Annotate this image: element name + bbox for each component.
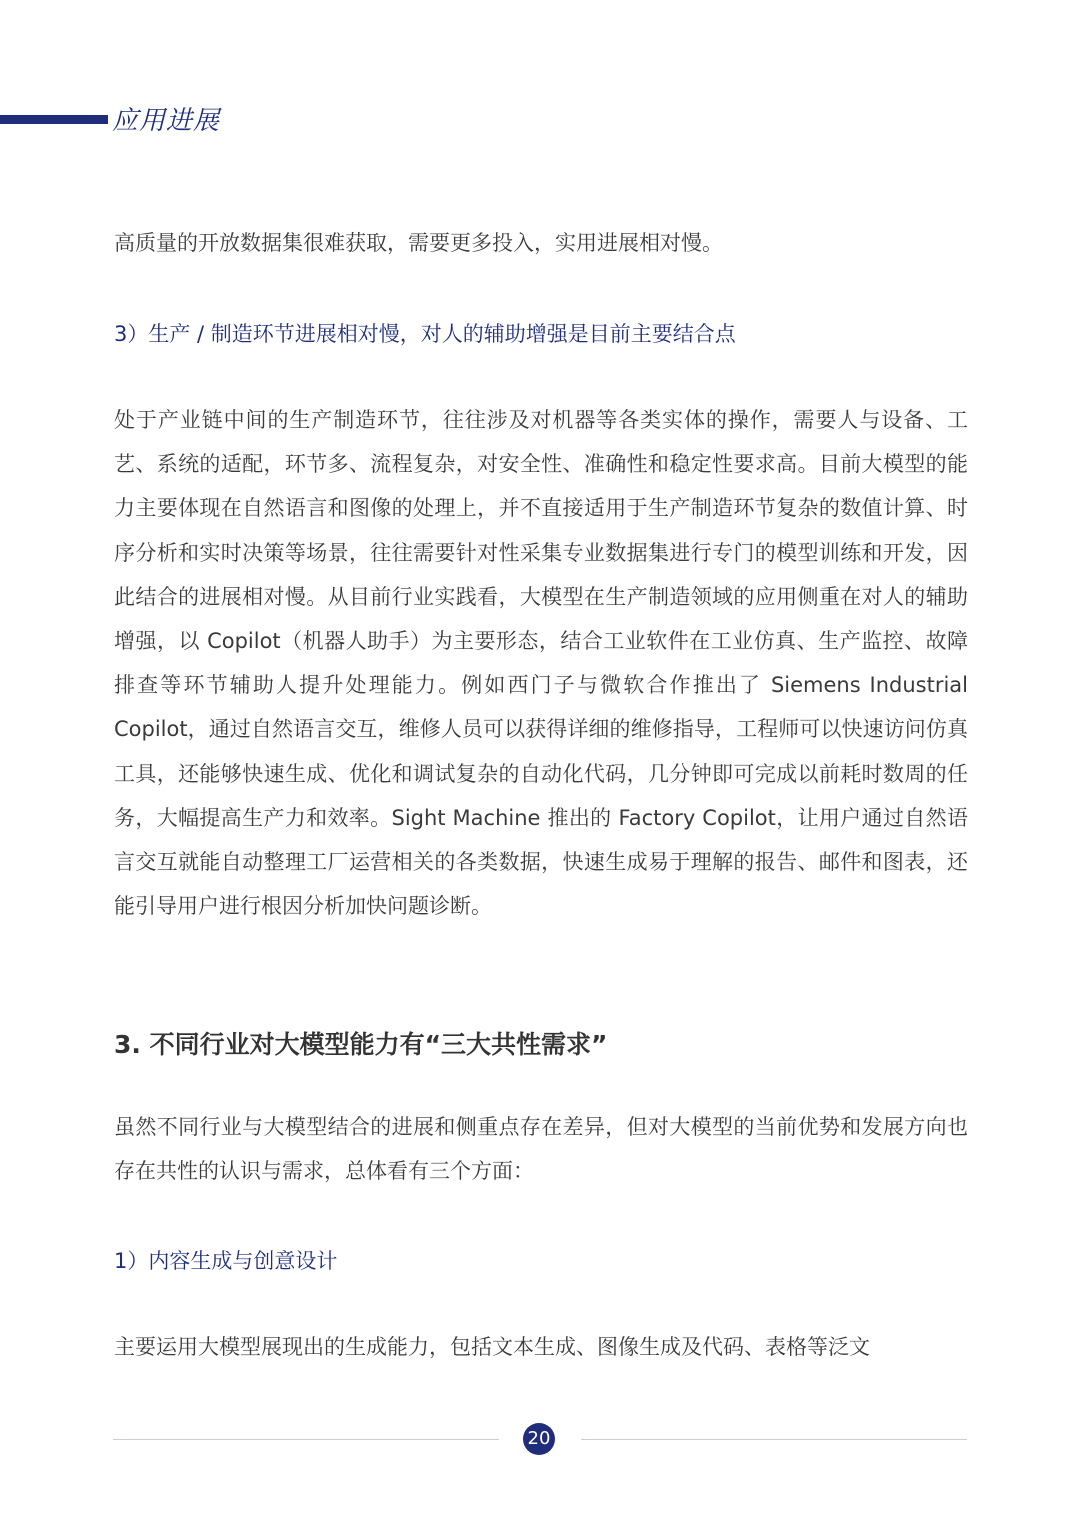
- section-heading-common-needs: 3. 不同行业对大模型能力有“三大共性需求”: [114, 1030, 608, 1059]
- manufacturing-paragraph: 处于产业链中间的生产制造环节，往往涉及对机器等各类实体的操作，需要人与设备、工艺、系统的适配，环节多、流程复杂，对安全性、准确性和稳定性要求高。目前大模型的能力主要体现在自然语言和图像的处理上，并不直接适用于生产制造环节复杂的数值计算、时序分析和实时决策等场景，往往需要针对性采集专业数据集进行专门的模型训练和开发，因此结合的进展相对慢。从目前行业实践看，大模型在生产制造领域的应用侧重在对人的辅助增强，以 Copilot（机器人助手）为主要形态，结合工业软件在工业仿真、生产监控、故障排查等环节辅助人提升处理能力。例如西门子与微软合作推出了 Siemens Industrial Copilot，通过自然语言交互，维修人员可以获得详细的维修指导，工程师可以快速访问仿真工具，还能够快速生成、优化和调试复杂的自动化代码，几分钟即可完成以前耗时数周的任务，大幅提高生产力和效率。Sight Machine 推出的 Factory Copilot，让用户通过自然语言交互就能自动整理工厂运营相关的各类数据，快速生成易于理解的报告、邮件和图表，还能引导用户进行根因分析加快问题诊断。: [114, 408, 968, 919]
- intro-paragraph: 高质量的开放数据集很难获取，需要更多投入，实用进展相对慢。: [114, 231, 723, 255]
- subheading-content-generation: 1）内容生成与创意设计: [114, 1249, 338, 1273]
- subheading-manufacturing: 3）生产 / 制造环节进展相对慢，对人的辅助增强是目前主要结合点: [114, 322, 736, 346]
- generation-paragraph: 主要运用大模型展现出的生成能力，包括文本生成、图像生成及代码、表格等泛文: [114, 1335, 870, 1359]
- common-needs-paragraph: 虽然不同行业与大模型结合的进展和侧重点存在差异，但对大模型的当前优势和发展方向也存在共性的认识与需求，总体看有三个方面：: [114, 1115, 968, 1184]
- header-accent-bar: [0, 115, 108, 124]
- footer-rule-left: [113, 1439, 499, 1440]
- footer-rule-right: [581, 1439, 967, 1440]
- page-number-badge: 20: [523, 1423, 555, 1455]
- section-label: 应用进展: [112, 106, 221, 136]
